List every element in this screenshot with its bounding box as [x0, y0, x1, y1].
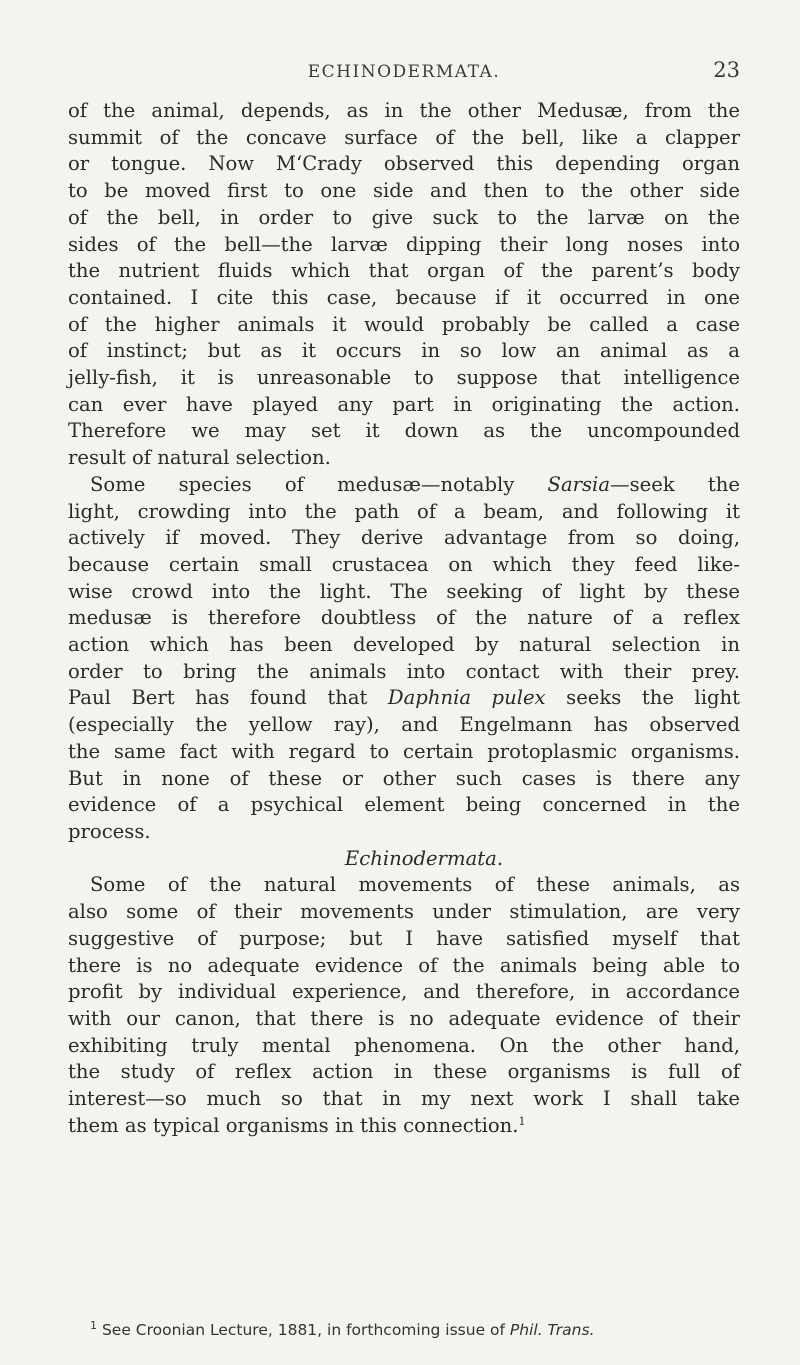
- text-line: medusæ is therefore doubtless of the nature of a reflex: [68, 606, 740, 630]
- text-line: to be moved first to one side and then to the other side: [68, 179, 740, 203]
- italic-term: Daphnia pulex: [387, 686, 546, 710]
- footnote-italic: Phil. Trans.: [509, 1321, 595, 1339]
- text-line: there is no adequate evidence of the animals being able to: [68, 953, 740, 977]
- text-line: jelly-fish, it is unreasonable to suppose that intelligence: [68, 366, 740, 390]
- paragraph-first-line: Some of the natural movements of these animals, as: [90, 873, 740, 897]
- text-line: or tongue. Now M‘Crady observed this depending organ: [68, 152, 740, 176]
- text-line: Therefore we may set it down as the uncompounded: [68, 419, 740, 443]
- body-text: [68, 98, 740, 1139]
- text-run: Paul Bert has found that: [68, 686, 388, 710]
- text-line: also some of their movements under stimulation, are very: [68, 900, 740, 924]
- text-line: contained. I cite this case, because if it occurred in one: [68, 285, 740, 309]
- text-line: of the higher animals it would probably be called a case: [68, 312, 740, 336]
- text-line: of instinct; but as it occurs in so low an animal as a: [68, 339, 740, 363]
- text-line: sides of the bell—the larvæ dipping their long noses into: [68, 232, 740, 256]
- running-head: ECHINODERMATA.: [307, 62, 501, 82]
- text-run: —seek the: [610, 472, 741, 496]
- text-line: because certain small crustacea on which they feed like-: [68, 552, 740, 576]
- paragraph-first-line: [68, 472, 740, 499]
- text-line: interest—so much so that in my next work I shall take: [68, 1087, 740, 1111]
- text-line: profit by individual experience, and therefore, in accordance: [68, 980, 740, 1004]
- text-line: process.: [68, 819, 151, 843]
- footnote-reference: 1: [518, 1114, 526, 1128]
- footnote-marker: 1: [90, 1319, 97, 1332]
- text-line: summit of the concave surface of the bell, like a clapper: [68, 125, 740, 149]
- italic-term: Sarsia: [547, 472, 611, 496]
- text-line: action which has been developed by natural selection in: [68, 633, 740, 657]
- text-line: [68, 1113, 740, 1140]
- text-line: suggestive of purpose; but I have satisfied myself that: [68, 926, 740, 950]
- text-line: order to bring the animals into contact with their prey.: [68, 659, 740, 683]
- text-line: can ever have played any part in originating the action.: [68, 392, 740, 416]
- text-line: the study of reflex action in these organisms is full of: [68, 1060, 740, 1084]
- footnote: [90, 1320, 740, 1340]
- text-line: of the animal, depends, as in the other Medusæ, from the: [68, 99, 740, 122]
- text-line: result of natural selection.: [68, 446, 331, 470]
- text-line: But in none of these or other such cases is there any: [68, 766, 740, 790]
- text-run: them as typical organisms in this connection.: [68, 1113, 519, 1137]
- text-line: actively if moved. They derive advantage from so doing,: [68, 526, 740, 550]
- text-line: light, crowding into the path of a beam, and following it: [68, 499, 740, 523]
- text-line: wise crowd into the light. The seeking of light by these: [68, 579, 740, 603]
- text-line: the same fact with regard to certain protoplasmic organisms.: [68, 739, 740, 763]
- text-line: the nutrient fluids which that organ of the parent’s body: [68, 259, 740, 283]
- section-heading: Echinodermata.: [344, 846, 504, 870]
- text-line: with our canon, that there is no adequate evidence of their: [68, 1006, 740, 1030]
- text-line: (especially the yellow ray), and Engelmann has observed: [68, 713, 740, 737]
- text-line: evidence of a psychical element being concerned in the: [68, 793, 740, 817]
- text-line: exhibiting truly mental phenomena. On the other hand,: [68, 1033, 740, 1057]
- page-number: 23: [713, 58, 740, 82]
- text-run: seeks the light: [545, 686, 740, 710]
- footnote-text: See Croonian Lecture, 1881, in forthcoming issue of: [101, 1321, 510, 1339]
- page-header: [68, 58, 740, 90]
- text-line: of the bell, in order to give suck to the larvæ on the: [68, 205, 740, 229]
- text-run: Some species of medusæ—notably: [90, 472, 548, 496]
- text-line: [68, 685, 740, 712]
